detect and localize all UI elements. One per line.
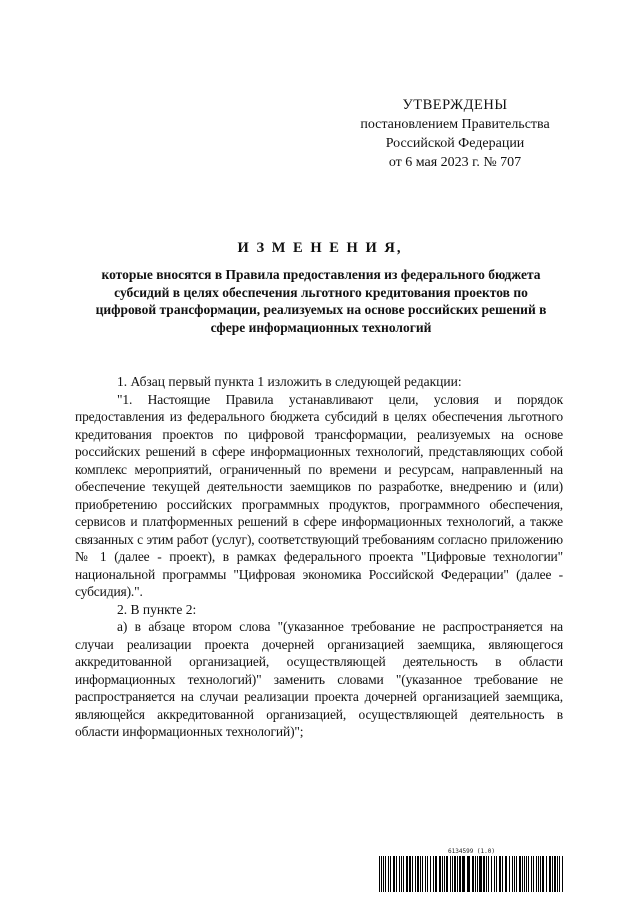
barcode-bar: [393, 856, 395, 892]
barcode-bar: [516, 856, 517, 892]
paragraph: 2. В пункте 2:: [117, 601, 197, 617]
barcode-bar: [546, 856, 547, 892]
barcode-bar: [533, 856, 534, 892]
barcode-bar: [522, 856, 523, 892]
barcode-bar: [427, 856, 428, 892]
barcode-bar: [383, 856, 384, 892]
barcode-bar: [496, 856, 497, 892]
barcode-bar: [433, 856, 434, 892]
barcode-bar: [552, 856, 553, 892]
barcode: [379, 848, 564, 895]
barcode-bar: [399, 856, 400, 892]
document-title: И З М Е Н Е Н И Я,: [237, 240, 403, 256]
barcode-bar: [446, 856, 448, 892]
approval-line: постановлением Правительства: [360, 117, 550, 132]
approval-heading: УТВЕРЖДЕНЫ: [402, 97, 508, 113]
barcode-bar: [562, 856, 563, 892]
barcode-bar: [519, 856, 521, 892]
barcode-bar: [512, 856, 513, 892]
document-subtitle: которые вносятся в Правила предоставления из федерального бюджета субсидий в целях обеспечения льготного кредитования проектов по цифровой трансформации, реализуемых на основе российских решений в сфере информационных технологий: [95, 267, 547, 335]
approval-line: Российской Федерации: [385, 136, 525, 151]
barcode-bar: [557, 856, 558, 892]
barcode-bar: [409, 856, 411, 892]
paragraph: а) в абзаце втором слова "(указанное требование не распространяется на случаи реализации проекта дочерней организацией заемщика, являющегося аккредитованной организацией, осуществляющей деятельность в области информационных технологий)" заменить словами "(указанное требование не распространяется на случаи реализации проекта дочерней организацией заемщика, являющейся аккредитованной организацией, осуществляющей деятельность в области информационных технологий)";: [75, 619, 563, 739]
barcode-bar: [435, 856, 437, 892]
barcode-bar: [475, 856, 476, 892]
barcode-bar: [494, 856, 495, 892]
barcode-bar: [454, 856, 456, 892]
barcode-bar: [396, 856, 397, 892]
barcode-bar: [536, 856, 537, 892]
barcode-bar: [403, 856, 404, 892]
barcode-bar: [442, 856, 443, 892]
barcode-bar: [388, 856, 389, 892]
barcode-bar: [430, 856, 431, 892]
barcode-bar: [385, 856, 386, 892]
barcode-bar: [401, 856, 402, 892]
barcode-bar: [531, 856, 532, 892]
barcode-bar: [417, 856, 419, 892]
barcode-bar: [505, 856, 507, 892]
barcode-bar: [554, 856, 556, 892]
approval-block: [330, 96, 580, 172]
barcode-bar: [381, 856, 382, 892]
barcode-bar: [491, 856, 492, 892]
barcode-bar: [542, 856, 544, 892]
barcode-bar: [549, 856, 551, 892]
barcode-bar: [524, 856, 525, 892]
barcode-bar: [379, 856, 380, 892]
barcode-bar: [538, 856, 539, 892]
barcode-bar: [425, 856, 426, 892]
barcode-bar: [479, 856, 482, 892]
barcode-bar: [444, 856, 445, 892]
barcode-bar: [528, 856, 529, 892]
approval-date: от 6 мая 2023 г. № 707: [388, 155, 522, 170]
document-body: [75, 373, 563, 741]
barcode-icon: [379, 856, 564, 892]
barcode-bar: [488, 856, 489, 892]
paragraph: 1. Абзац первый пункта 1 изложить в следующей редакции:: [117, 374, 462, 389]
barcode-bar: [452, 856, 453, 892]
barcode-bar: [559, 856, 560, 892]
barcode-bar: [462, 856, 465, 892]
barcode-bar: [457, 856, 458, 892]
barcode-bar: [406, 856, 408, 892]
barcode-bar: [499, 856, 501, 892]
barcode-bar: [390, 856, 391, 892]
barcode-bar: [422, 856, 423, 892]
barcode-bar: [502, 856, 503, 892]
barcode-bar: [509, 856, 510, 892]
barcode-bar: [477, 856, 478, 892]
barcode-bar: [459, 856, 461, 892]
barcode-bar: [420, 856, 421, 892]
barcode-bar: [412, 856, 413, 892]
barcode-bar: [415, 856, 416, 892]
paragraph: "1. Настоящие Правила устанавливают цели, условия и порядок предоставления из федерального бюджета субсидий в целях обеспечения льготного кредитования проектов по цифровой трансформации, реализуемых на основе российских решений в сфере информационных технологий, представляющих собой комплекс мероприятий, ограниченный по времени и ресурсам, направленный на обеспечение текущей деятельности заемщиков по разработке, внедрению и (или) приобретению российских программных продуктов, программного обеспечения, сервисов и платформенных решений в сфере информационных технологий, а также связанных с этим работ (услуг), соответствующий требованиям согласно приложению № 1 (далее - проект), в рамках федерального проекта "Цифровые технологии" национальной программы "Цифровая экономика Российской Федерации" (далее - субсидия).".: [75, 391, 563, 599]
barcode-bar: [467, 856, 470, 892]
barcode-bar: [526, 856, 527, 892]
barcode-bar: [450, 856, 451, 892]
barcode-bar: [514, 856, 515, 892]
barcode-bar: [472, 856, 474, 892]
barcode-bar: [486, 856, 487, 892]
barcode-bar: [483, 856, 485, 892]
barcode-bar: [540, 856, 541, 892]
barcode-bar: [439, 856, 441, 892]
barcode-label: 6134599 (1.0): [448, 848, 495, 855]
